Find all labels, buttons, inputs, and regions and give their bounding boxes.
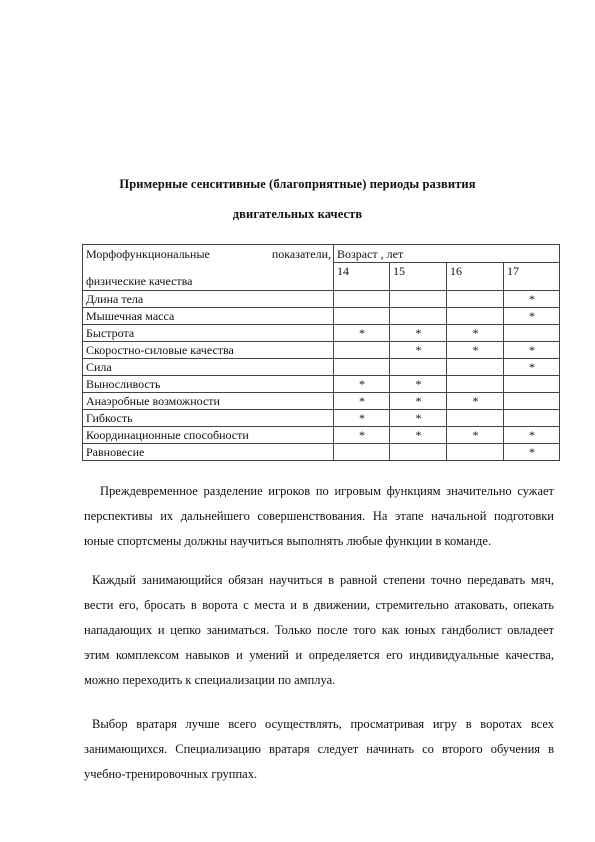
row-label: Длина тела [83, 291, 334, 308]
header-left-word-2: показатели, [271, 247, 331, 261]
sensitivity-mark-cell [504, 325, 560, 342]
sensitivity-mark-cell [390, 444, 447, 461]
header-left-word-1: Морфофункциональные [86, 247, 210, 261]
sensitivity-mark-cell: * [447, 427, 504, 444]
header-left-line-2: физические качества [86, 274, 193, 288]
table-row [83, 325, 560, 342]
sensitivity-mark-cell: * [334, 325, 390, 342]
age-column-header: 17 [504, 263, 560, 291]
sensitivity-mark-cell [447, 410, 504, 427]
table-row [83, 291, 560, 308]
table-title-line-2: двигательных качеств [232, 207, 363, 221]
table-row [83, 308, 560, 325]
sensitivity-mark-cell: * [390, 376, 447, 393]
table-body [83, 291, 560, 461]
sensitivity-mark-cell [504, 410, 560, 427]
row-label: Координационные способности [83, 427, 334, 444]
sensitivity-mark-cell: * [504, 444, 560, 461]
row-label: Равновесие [83, 444, 334, 461]
paragraph-3: Выбор вратаря лучше всего осуществлять, просматривая игру в воротах всех занимающихся. Специализацию вратаря следует начинать со второго обучения в учебно-тренировочных группах. [84, 717, 554, 781]
sensitivity-mark-cell [334, 342, 390, 359]
sensitivity-mark-cell: * [447, 342, 504, 359]
sensitivity-mark-cell [504, 393, 560, 410]
sensitivity-mark-cell [334, 291, 390, 308]
table-title-line-1: Примерные сенситивные (благоприятные) периоды развития [119, 177, 476, 191]
sensitivity-mark-cell: * [390, 393, 447, 410]
sensitivity-mark-cell [334, 444, 390, 461]
age-column-header: 16 [447, 263, 504, 291]
row-label: Мышечная масса [83, 308, 334, 325]
row-label: Сила [83, 359, 334, 376]
sensitivity-mark-cell: * [390, 342, 447, 359]
row-label: Скоростно-силовые качества [83, 342, 334, 359]
sensitivity-mark-cell: * [504, 291, 560, 308]
sensitive-periods-table [82, 244, 560, 461]
table-row [83, 410, 560, 427]
sensitivity-mark-cell: * [334, 376, 390, 393]
table-row [83, 376, 560, 393]
table-row [83, 393, 560, 410]
sensitivity-mark-cell: * [390, 427, 447, 444]
row-label: Быстрота [83, 325, 334, 342]
sensitivity-mark-cell [390, 359, 447, 376]
sensitivity-mark-cell: * [504, 359, 560, 376]
row-label: Гибкость [83, 410, 334, 427]
sensitivity-mark-cell [447, 291, 504, 308]
sensitivity-mark-cell [447, 376, 504, 393]
sensitivity-mark-cell [447, 359, 504, 376]
header-indicators-cell [83, 245, 334, 291]
sensitivity-mark-cell [334, 359, 390, 376]
row-label: Выносливость [83, 376, 334, 393]
sensitivity-mark-cell [504, 376, 560, 393]
sensitivity-mark-cell [447, 308, 504, 325]
sensitivity-mark-cell [390, 291, 447, 308]
sensitivity-mark-cell: * [504, 308, 560, 325]
sensitivity-mark-cell: * [447, 393, 504, 410]
sensitivity-mark-cell: * [334, 393, 390, 410]
sensitivity-mark-cell: * [504, 342, 560, 359]
table-row [83, 342, 560, 359]
sensitivity-mark-cell [334, 308, 390, 325]
sensitivity-mark-cell: * [334, 410, 390, 427]
paragraph-2: Каждый занимающийся обязан научиться в равной степени точно передавать мяч, вести его, бросать в ворота с места и в движении, стремительно атаковать, опекать нападающих и цепко заниматься. Только после того как юных гандболист овладеет этим комплексом навыков и умений и определяется его индивидуальные качества, можно переходить к специализации по амплуа. [84, 573, 554, 687]
sensitivity-mark-cell: * [390, 325, 447, 342]
paragraph-1: Преждевременное разделение игроков по игровым функциям значительно сужает перспективы их дальнейшего совершенствования. На этапе начальной подготовки юные спортсмены должны научиться выполнять любые функции в команде. [84, 484, 554, 548]
sensitivity-mark-cell: * [390, 410, 447, 427]
sensitivity-mark-cell [390, 308, 447, 325]
age-header: Возраст , лет [334, 245, 560, 263]
row-label: Анаэробные возможности [83, 393, 334, 410]
sensitivity-mark-cell [447, 444, 504, 461]
sensitivity-mark-cell: * [334, 427, 390, 444]
sensitivity-mark-cell: * [447, 325, 504, 342]
age-column-header: 15 [390, 263, 447, 291]
table-row [83, 359, 560, 376]
age-column-header: 14 [334, 263, 390, 291]
sensitivity-mark-cell: * [504, 427, 560, 444]
table-row [83, 444, 560, 461]
table-row [83, 427, 560, 444]
